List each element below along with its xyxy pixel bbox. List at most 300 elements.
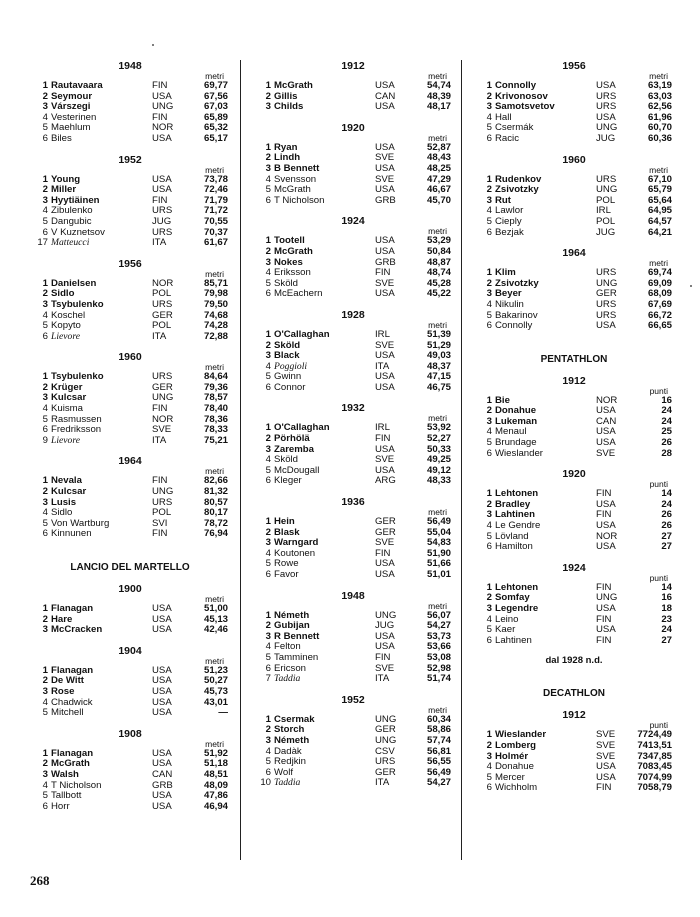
country-code: USA: [152, 758, 172, 770]
athlete-name: Fredriksson: [51, 424, 102, 436]
athlete-name: Zsivotzky: [495, 184, 539, 196]
result-value: 48,87: [426, 256, 451, 268]
country-code: USA: [152, 800, 172, 812]
athlete-name: Felton: [274, 641, 301, 653]
result-row: [32, 134, 228, 145]
country-code: FIN: [596, 782, 612, 794]
athlete-name: Bie: [495, 394, 510, 406]
rank: 4: [486, 761, 492, 773]
country-code: UNG: [596, 122, 618, 134]
country-code: CSV: [375, 745, 395, 757]
result-value: 65,17: [203, 132, 228, 144]
results-block: [255, 694, 451, 789]
column-divider: [240, 60, 241, 860]
rank: 2: [265, 526, 271, 538]
athlete-name: Wieslander: [495, 729, 547, 741]
unit-label: metri: [428, 704, 447, 715]
result-row: [32, 770, 228, 781]
year-heading: 1904: [118, 644, 142, 657]
country-code: SVE: [375, 662, 395, 674]
rank: 3: [486, 509, 492, 521]
result-row: [255, 778, 451, 789]
country-code: URS: [375, 756, 396, 768]
athlete-name: Chadwick: [51, 696, 93, 708]
result-row: [255, 476, 451, 487]
result-value: 53,08: [426, 651, 451, 663]
country-code: POL: [596, 194, 616, 206]
result-value: 63,19: [647, 80, 672, 91]
rank: 3: [42, 194, 48, 206]
result-value: 62,56: [647, 101, 672, 113]
result-value: 51,18: [203, 758, 228, 770]
result-value: 23: [661, 613, 672, 625]
result-value: 43,01: [203, 696, 228, 708]
unit-label: punti: [649, 720, 668, 731]
rank: 2: [42, 381, 48, 393]
year-heading: 1956: [118, 257, 142, 270]
results-block: [255, 309, 451, 394]
athlete-name: Lievore: [51, 434, 80, 446]
result-value: 18: [661, 603, 672, 614]
country-code: USA: [375, 184, 395, 196]
unit-label: metri: [205, 268, 224, 279]
result-value: 56,49: [426, 766, 451, 778]
country-code: USA: [596, 761, 616, 773]
result-value: 49,12: [426, 464, 451, 476]
athlete-name: Favor: [274, 569, 299, 580]
country-code: URS: [152, 205, 173, 217]
country-code: POL: [152, 320, 172, 332]
country-code: USA: [596, 405, 616, 417]
rank: 4: [486, 520, 492, 532]
country-code: URS: [596, 101, 617, 113]
athlete-name: Redjkin: [274, 756, 306, 768]
athlete-name: Storch: [274, 724, 305, 736]
country-code: USA: [375, 569, 395, 580]
results-block: [476, 468, 672, 553]
result-value: 51,29: [426, 339, 451, 351]
athlete-name: Flanagan: [51, 747, 94, 759]
athlete-name: Donahue: [495, 405, 537, 417]
athlete-name: Koschel: [51, 309, 86, 321]
result-value: 60,34: [426, 713, 451, 725]
country-code: SVE: [152, 424, 172, 436]
rank: 1: [265, 235, 271, 247]
unit-label: metri: [649, 71, 668, 81]
result-value: 65,89: [203, 111, 228, 123]
athlete-name: Danielsen: [51, 277, 97, 289]
country-code: USA: [375, 235, 395, 247]
results-block: [32, 645, 228, 719]
country-code: ITA: [152, 330, 167, 342]
athlete-name: Leino: [495, 613, 519, 625]
country-code: USA: [596, 771, 616, 783]
country-code: USA: [596, 520, 616, 532]
result-value: 56,55: [426, 756, 451, 768]
athlete-name: Lehtonen: [495, 581, 539, 593]
rank: 2: [486, 90, 492, 102]
country-code: URS: [152, 371, 173, 383]
country-code: UNG: [596, 184, 618, 196]
athlete-name: Nikulin: [495, 298, 524, 310]
athlete-name: McGrath: [274, 184, 311, 196]
country-code: POL: [152, 288, 172, 300]
country-code: GRB: [375, 194, 396, 206]
athlete-name: Svensson: [274, 173, 317, 185]
rank: 2: [42, 758, 48, 770]
result-row: [32, 81, 228, 92]
country-code: USA: [596, 80, 616, 91]
result-value: 63,03: [647, 90, 672, 102]
rank: 6: [42, 330, 48, 342]
result-value: 78,57: [203, 392, 228, 404]
country-code: USA: [152, 624, 172, 636]
athlete-name: Wichholm: [495, 782, 538, 794]
athlete-name: Kleger: [274, 475, 302, 487]
result-value: 71,79: [203, 194, 228, 206]
result-row: [476, 300, 672, 311]
athlete-name: Bradley: [495, 498, 531, 510]
country-code: ITA: [152, 434, 167, 446]
country-code: JUG: [375, 620, 395, 632]
athlete-name: McDougall: [274, 464, 320, 476]
result-value: 78,72: [203, 517, 228, 529]
country-code: USA: [375, 245, 395, 257]
country-code: URS: [152, 298, 173, 310]
result-row: [255, 653, 451, 664]
athlete-name: Zibulenko: [51, 205, 93, 217]
rank: 4: [265, 641, 271, 653]
rank: 1: [265, 713, 271, 725]
rank: 4: [486, 613, 492, 625]
result-row: [476, 134, 672, 145]
country-code: UNG: [375, 734, 397, 746]
result-value: 48,51: [203, 768, 228, 780]
result-value: 16: [661, 394, 672, 406]
page-number: 268: [30, 873, 50, 888]
result-value: 48,74: [426, 267, 451, 279]
rank: 5: [486, 215, 492, 227]
rank: 1: [42, 371, 48, 383]
result-value: 46,67: [426, 184, 451, 196]
athlete-name: T Nicholson: [51, 779, 102, 791]
athlete-name: V Kuznetsov: [51, 226, 105, 238]
rank: 1: [486, 267, 492, 279]
athlete-name: Dadàk: [274, 745, 302, 757]
country-code: SVE: [375, 152, 395, 164]
rank: 6: [265, 475, 271, 487]
results-block: [32, 455, 228, 540]
result-value: 78,40: [203, 403, 228, 415]
result-value: 51,39: [426, 328, 451, 340]
result-value: 67,69: [647, 298, 672, 310]
country-code: USA: [596, 111, 616, 123]
result-value: 71,72: [203, 205, 228, 217]
country-code: UNG: [596, 592, 618, 604]
result-value: 76,94: [203, 528, 228, 540]
country-code: USA: [596, 437, 616, 449]
rank: 3: [486, 288, 492, 300]
result-value: 45,13: [203, 613, 228, 625]
result-value: 56,07: [426, 609, 451, 621]
result-value: 72,46: [203, 184, 228, 196]
result-value: 28: [661, 447, 672, 459]
rank: 3: [486, 101, 492, 113]
country-code: FIN: [152, 194, 168, 206]
country-code: IRL: [375, 422, 390, 434]
country-code: USA: [375, 162, 395, 174]
athlete-name: Várszegi: [51, 101, 91, 113]
athlete-name: Lindh: [274, 152, 301, 164]
result-value: 48,25: [426, 162, 451, 174]
result-row: [255, 289, 451, 300]
country-code: USA: [375, 371, 395, 383]
rank: 2: [42, 613, 48, 625]
country-code: SVE: [375, 277, 395, 289]
rank: 2: [42, 675, 48, 687]
result-value: 7413,51: [637, 739, 672, 751]
rank: 1: [265, 80, 271, 91]
results-block: [32, 258, 228, 343]
column-divider: [461, 60, 462, 860]
athlete-name: Mercer: [495, 771, 525, 783]
rank: 4: [265, 745, 271, 757]
country-code: USA: [596, 426, 616, 438]
rank: 10: [260, 777, 271, 789]
athlete-name: Lusis: [51, 496, 77, 508]
athlete-name: McEachern: [274, 288, 323, 300]
rank: 3: [265, 537, 271, 549]
rank: 3: [265, 734, 271, 746]
athlete-name: Seymour: [51, 90, 93, 102]
country-code: ITA: [375, 673, 390, 685]
country-code: GER: [375, 724, 396, 736]
rank: 6: [42, 424, 48, 436]
rank: 1: [486, 80, 492, 91]
rank: 1: [265, 141, 271, 153]
rank: 1: [42, 475, 48, 487]
unit-label: metri: [205, 738, 224, 749]
country-code: FIN: [375, 651, 391, 663]
rank: 3: [265, 256, 271, 268]
athlete-name: Lomberg: [495, 739, 537, 751]
result-value: 48,17: [426, 101, 451, 113]
result-row: [32, 529, 228, 540]
results-block: [32, 351, 228, 446]
result-value: 84,64: [203, 371, 228, 383]
result-value: 67,56: [203, 90, 228, 102]
country-code: GER: [152, 309, 173, 321]
rank: 5: [42, 517, 48, 529]
athlete-name: Kulcsar: [51, 392, 87, 404]
country-code: USA: [596, 541, 616, 553]
result-value: 16: [661, 592, 672, 604]
result-value: 24: [661, 624, 672, 636]
rank: 4: [486, 298, 492, 310]
athlete-name: Von Wartburg: [51, 517, 110, 529]
result-value: 49,03: [426, 350, 451, 362]
result-row: [255, 81, 451, 92]
athlete-name: Eriksson: [274, 267, 311, 279]
result-value: 66,72: [647, 309, 672, 321]
rank: 1: [42, 277, 48, 289]
year-heading: 1920: [562, 468, 586, 481]
rank: 1: [265, 422, 271, 434]
rank: 3: [486, 750, 492, 762]
year-heading: 1924: [562, 561, 586, 574]
athlete-name: Hare: [51, 613, 73, 625]
unit-label: punti: [649, 479, 668, 490]
rank: 2: [42, 486, 48, 498]
rank: 2: [265, 724, 271, 736]
result-value: 64,95: [647, 205, 672, 217]
result-value: 51,66: [426, 558, 451, 570]
country-code: SVE: [375, 454, 395, 466]
footnote: dal 1928 n.d.: [545, 655, 603, 667]
result-value: 82,66: [203, 475, 228, 487]
country-code: USA: [152, 675, 172, 687]
unit-label: metri: [428, 507, 447, 518]
result-row: [476, 217, 672, 228]
result-row: [32, 217, 228, 228]
athlete-name: Rose: [51, 685, 75, 697]
result-value: 48,09: [203, 779, 228, 791]
athlete-name: Tsybulenko: [51, 298, 104, 310]
results-block: [476, 375, 672, 460]
unit-label: metri: [205, 362, 224, 373]
country-code: SVE: [596, 729, 616, 741]
rank: 5: [265, 558, 271, 570]
country-code: USA: [375, 558, 395, 570]
athlete-name: Flanagan: [51, 603, 94, 614]
year-heading: 1912: [341, 60, 365, 72]
rank: 4: [42, 111, 48, 123]
country-code: CAN: [596, 415, 617, 427]
rank: 1: [265, 516, 271, 528]
result-value: 26: [661, 509, 672, 521]
rank: 1: [42, 747, 48, 759]
rank: 5: [265, 184, 271, 196]
athlete-name: Warngard: [274, 537, 319, 549]
result-value: 64,21: [647, 226, 672, 238]
result-value: 48,43: [426, 152, 451, 164]
result-value: 65,64: [647, 194, 672, 206]
country-code: USA: [152, 90, 172, 102]
result-value: 67,03: [203, 101, 228, 113]
result-row: [255, 383, 451, 394]
result-value: 53,66: [426, 641, 451, 653]
result-value: 67,10: [647, 173, 672, 185]
athlete-name: Young: [51, 173, 81, 185]
result-value: 74,28: [203, 320, 228, 332]
result-row: [255, 674, 451, 685]
rank: 5: [265, 651, 271, 663]
rank: 4: [265, 267, 271, 279]
print-speck: [690, 285, 692, 287]
country-code: FIN: [152, 528, 168, 540]
athlete-name: O'Callaghan: [274, 422, 330, 434]
rank: 4: [42, 779, 48, 791]
result-value: 48,37: [426, 360, 451, 372]
athlete-name: Lukeman: [495, 415, 538, 427]
country-code: FIN: [596, 634, 612, 646]
country-code: UNG: [596, 277, 618, 289]
result-value: 75,21: [203, 434, 228, 446]
country-code: USA: [375, 350, 395, 362]
rank: 3: [265, 630, 271, 642]
rank: 2: [486, 592, 492, 604]
rank: 4: [486, 426, 492, 438]
athlete-name: Connor: [274, 381, 306, 393]
result-value: 55,04: [426, 526, 451, 538]
result-value: 61,67: [203, 237, 228, 249]
unit-label: metri: [428, 132, 447, 143]
rank: 3: [265, 162, 271, 174]
athlete-name: Dangubic: [51, 215, 92, 227]
athlete-name: Legendre: [495, 603, 539, 614]
rank: 5: [486, 530, 492, 542]
athlete-name: Menaul: [495, 426, 527, 438]
result-value: 74,68: [203, 309, 228, 321]
result-value: 70,37: [203, 226, 228, 238]
result-value: 56,49: [426, 516, 451, 528]
country-code: USA: [596, 320, 616, 332]
result-row: [476, 449, 672, 460]
rank: 1: [486, 581, 492, 593]
results-block: [32, 583, 228, 636]
athlete-name: Matteucci: [51, 237, 90, 249]
country-code: FIN: [152, 475, 168, 487]
athlete-name: Bakarinov: [495, 309, 538, 321]
result-value: 7074,99: [637, 771, 672, 783]
column-2: [255, 58, 451, 798]
result-row: [32, 238, 228, 249]
athlete-name: Kaer: [495, 624, 516, 636]
column-1: [32, 58, 228, 821]
athlete-name: McGrath: [274, 245, 313, 257]
result-value: 51,01: [426, 569, 451, 580]
athlete-name: Miller: [51, 184, 77, 196]
rank: 3: [486, 415, 492, 427]
result-row: [32, 436, 228, 447]
result-value: 54,27: [426, 620, 451, 632]
result-row: [32, 332, 228, 343]
year-heading: 1952: [341, 693, 365, 706]
result-value: 24: [661, 415, 672, 427]
result-value: 61,96: [647, 111, 672, 123]
rank: 3: [42, 392, 48, 404]
athlete-name: Black: [274, 350, 300, 362]
rank: 6: [265, 569, 271, 580]
result-value: 68,09: [647, 288, 672, 300]
athlete-name: Le Gendre: [495, 520, 541, 532]
result-value: 25: [661, 426, 672, 438]
column-3: [476, 58, 672, 803]
athlete-name: Beyer: [495, 288, 522, 300]
result-row: [476, 783, 672, 794]
country-code: FIN: [152, 80, 168, 91]
athlete-name: T Nicholson: [274, 194, 325, 206]
year-heading: 1920: [341, 121, 365, 134]
athlete-name: Ryan: [274, 141, 298, 153]
athlete-name: Kinnunen: [51, 528, 92, 540]
athlete-name: Zaremba: [274, 443, 314, 455]
rank: 2: [265, 620, 271, 632]
result-row: [476, 228, 672, 239]
year-heading: 1948: [118, 60, 142, 72]
rank: 4: [42, 507, 48, 519]
result-value: 53,92: [426, 422, 451, 434]
